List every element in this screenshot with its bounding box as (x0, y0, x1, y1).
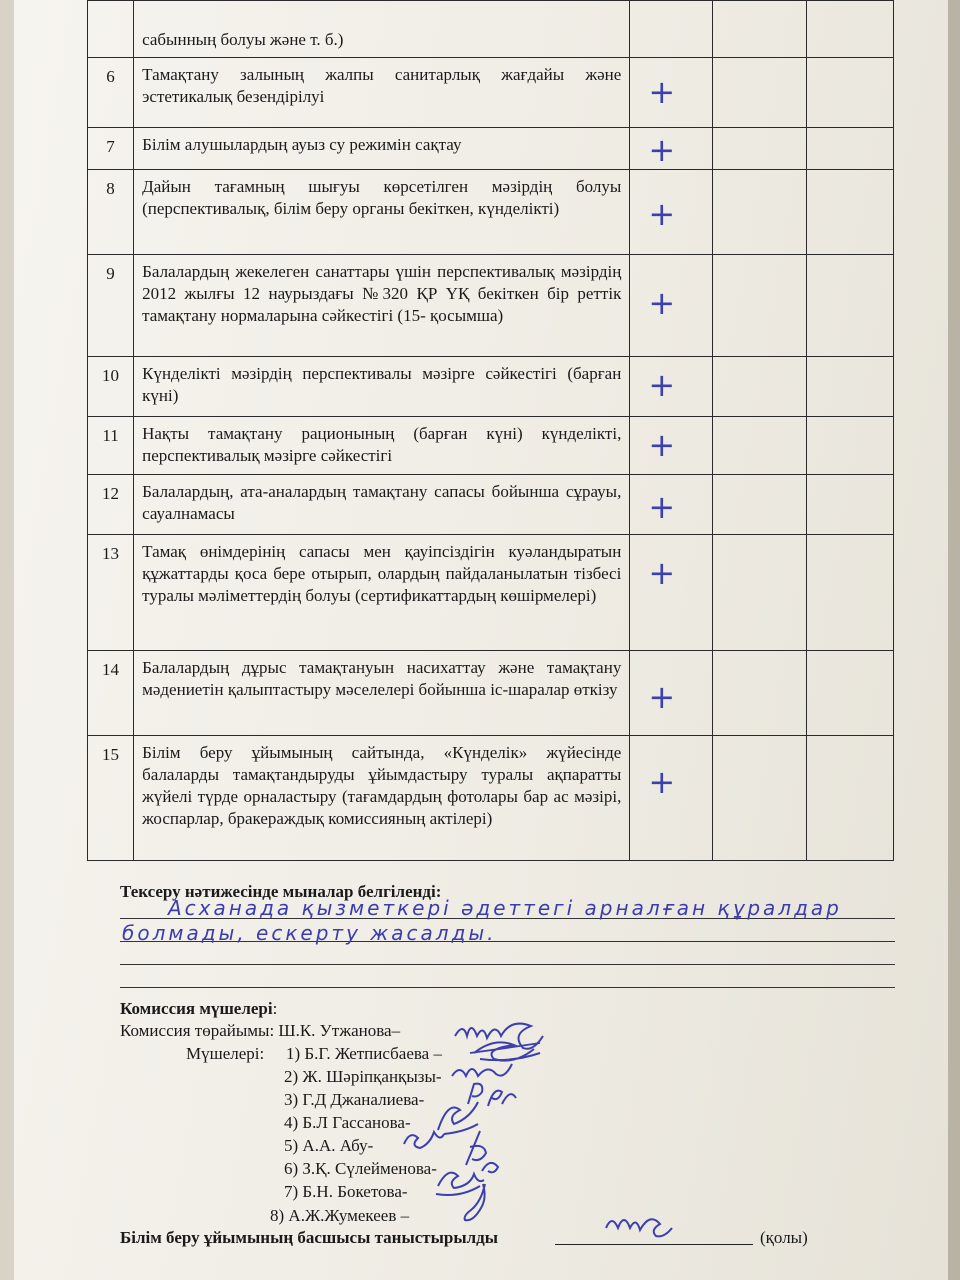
row-number: 9 (88, 255, 134, 357)
row-criterion-text: Нақты тамақтану рационының (барған күні) күнделікті, перспективалық мәзірге сәйкестігі (134, 417, 630, 475)
no-cell (712, 170, 806, 255)
yes-cell (630, 58, 712, 128)
page-edge-shadow (948, 0, 960, 1280)
yes-cell (630, 357, 712, 417)
head-acknowledgement: Білім беру ұйымының басшысы таныстырылды (120, 1228, 499, 1247)
member-1: 1) Б.Г. Жетписбаева – (286, 1044, 442, 1063)
handwritten-plus-mark: + (648, 678, 676, 716)
yes-cell (630, 535, 712, 651)
note-cell (806, 357, 893, 417)
member-3: 3) Г.Д Джаналиева- (284, 1090, 425, 1109)
head-signature (600, 1206, 680, 1240)
row-criterion-text: Күнделікті мәзірдің перспективалы мәзірге сәйкестігі (барған күні) (134, 357, 630, 417)
checklist-table (87, 0, 894, 861)
row-number: 13 (88, 535, 134, 651)
note-cell (806, 736, 893, 861)
note-cell (806, 651, 893, 736)
no-cell (712, 357, 806, 417)
table-row (88, 58, 894, 128)
signature-caption: (қолы) (760, 1228, 808, 1247)
commission-chair: Комиссия төрайымы: Ш.К. Утжанова– (120, 1021, 401, 1040)
no-cell (712, 736, 806, 861)
table-row (88, 651, 894, 736)
note-cell (806, 170, 893, 255)
member-5-signature (398, 1122, 448, 1156)
row-criterion-text: Балалардың дұрыс тамақтануын насихаттау және тамақтану мәдениетін қалыптастыру мәселелері бойынша іс-шаралар өткізу (134, 651, 630, 736)
no-cell (712, 255, 806, 357)
yes-cell (630, 128, 712, 170)
row-criterion-text: Білім беру ұйымының сайтында, «Күнделік» жүйесінде балаларды тамақтандыруды ұйымдастыру туралы ақпаратты жүйелі түрде орналастыру (тағамдардың фотолары бар ас мәзірі, жоспарлар, бракераждық комиссияның актілері) (134, 736, 630, 861)
table-row (88, 417, 894, 475)
row-criterion-text: Дайын тағамның шығуы көрсетілген мәзірдің болуы (перспективалық, білім беру органы бекіткен, күнделікті) (134, 170, 630, 255)
findings-heading: Тексеру нәтижесінде мыналар белгіленді: (120, 882, 442, 901)
head-signature-line (555, 1244, 753, 1245)
no-cell (712, 535, 806, 651)
row-criterion-text: Балалардың жекелеген санаттары үшін перспективалық мәзірдің 2012 жылғы 12 наурыздағы №320 ҚР ҮҚ бекіткен бір реттік тамақтану нормаларына сәйкестігі (15- қосымша) (134, 255, 630, 357)
table-row (88, 535, 894, 651)
yes-cell (630, 170, 712, 255)
members-label: Мүшелері: (186, 1044, 265, 1063)
no-cell (712, 475, 806, 535)
table-row (88, 128, 894, 170)
note-cell (806, 417, 893, 475)
note-cell (806, 128, 893, 170)
row-number: 14 (88, 651, 134, 736)
handwritten-plus-mark: + (648, 284, 676, 322)
no-cell (712, 651, 806, 736)
findings-line-3 (120, 964, 895, 965)
note-cell (806, 535, 893, 651)
note-cell (806, 58, 893, 128)
row-number: 10 (88, 357, 134, 417)
yes-cell (630, 475, 712, 535)
yes-cell (630, 736, 712, 861)
note-cell (806, 1, 893, 58)
row-number: 8 (88, 170, 134, 255)
yes-cell (630, 255, 712, 357)
member-5: 5) А.А. Абу- (284, 1136, 374, 1155)
handwritten-plus-mark: + (648, 763, 676, 801)
handwritten-plus-mark: + (648, 131, 676, 169)
member-2: 2) Ж. Шәріпқанқызы- (284, 1067, 442, 1086)
row-number: 11 (88, 417, 134, 475)
handwritten-plus-mark: + (648, 195, 676, 233)
row-criterion-text: Балалардың, ата-аналардың тамақтану сапасы бойынша сұрауы, сауалнамасы (134, 475, 630, 535)
handwritten-plus-mark: + (648, 366, 676, 404)
member-4: 4) Б.Л Гассанова- (284, 1113, 411, 1132)
table-row (88, 475, 894, 535)
row-number: 15 (88, 736, 134, 861)
note-cell (806, 475, 893, 535)
no-cell (712, 58, 806, 128)
handwritten-plus-mark: + (648, 426, 676, 464)
no-cell (712, 1, 806, 58)
row-number: 7 (88, 128, 134, 170)
yes-cell (630, 1, 712, 58)
handwritten-finding-2: болмады, ескерту жасалды. (122, 921, 497, 945)
member-7: 7) Б.Н. Бокетова- (284, 1182, 408, 1201)
commission-heading: Комиссия мүшелері: (120, 999, 278, 1018)
row-criterion-text: сабынның болуы және т. б.) (134, 1, 630, 58)
handwritten-plus-mark: + (648, 554, 676, 592)
yes-cell (630, 651, 712, 736)
member-8-signature (455, 1180, 505, 1224)
yes-cell (630, 417, 712, 475)
member-6: 6) З.Қ. Сүлейменова- (284, 1159, 437, 1178)
row-criterion-text: Тамақ өнімдерінің сапасы мен қауіпсіздігін куәландыратын құжаттарды қоса бере отырып, олардың пайдаланылатын тізбесі туралы мәліметтердің болуы (сертификаттардың көшірмелері) (134, 535, 630, 651)
row-criterion-text: Тамақтану залының жалпы санитарлық жағдайы және эстетикалық безендірілуі (134, 58, 630, 128)
row-number (88, 1, 134, 58)
handwritten-plus-mark: + (648, 73, 676, 111)
table-row (88, 736, 894, 861)
row-number: 6 (88, 58, 134, 128)
handwritten-plus-mark: + (648, 488, 676, 526)
no-cell (712, 128, 806, 170)
table-row (88, 357, 894, 417)
table-row (88, 170, 894, 255)
no-cell (712, 417, 806, 475)
table-row (88, 1, 894, 58)
row-number: 12 (88, 475, 134, 535)
table-row (88, 255, 894, 357)
member-8: 8) А.Ж.Жумекеев – (270, 1206, 410, 1225)
row-criterion-text: Білім алушылардың ауыз су режимін сақтау (134, 128, 630, 170)
findings-line-4 (120, 987, 895, 988)
note-cell (806, 255, 893, 357)
handwritten-finding-1: Асханада қызметкері әдеттегі арналған құралдар (168, 896, 842, 920)
